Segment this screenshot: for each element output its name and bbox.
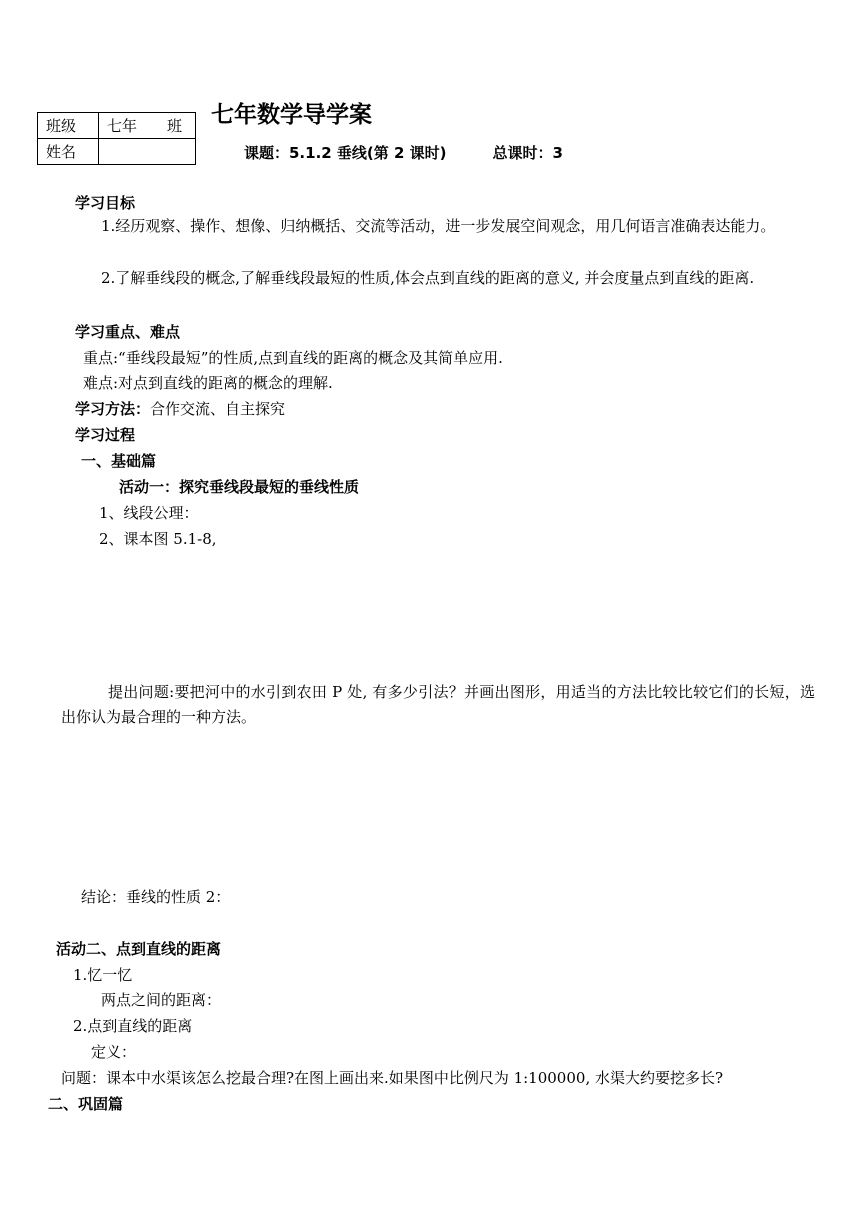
name-label: 姓名 (38, 139, 99, 165)
key-points-heading: 学习重点、难点 (75, 323, 181, 341)
activity2-item1: 1.忆一忆 (73, 966, 133, 984)
activity1-item1: 1、线段公理： (99, 504, 199, 522)
activity1-title: 活动一：探究垂线段最短的垂线性质 (119, 478, 360, 496)
activity1-question: 提出问题:要把河中的水引到农田 P 处, 有多少引法？并画出图形，用适当的方法比较比较它们的长短，选出你认为最合理的一种方法。 (61, 683, 815, 726)
student-info-table (37, 112, 196, 165)
activity1-conclusion: 结论：垂线的性质 2： (81, 888, 231, 906)
process-heading: 学习过程 (75, 426, 136, 444)
objective-1: 1.经历观察、操作、想像、归纳概括、交流等活动，进一步发展空间观念，用几何语言准确表达能力。 (101, 217, 776, 235)
activity2-question: 问题：课本中水渠该怎么挖最合理?在图上画出来.如果图中比例尺为 1:100000, 水渠大约要挖多长? (61, 1069, 724, 1087)
objective-2: 2.了解垂线段的概念,了解垂线段最短的性质,体会点到直线的距离的意义, 并会度量点到直线的距离. (101, 269, 755, 287)
activity2-item2: 2.点到直线的距离 (73, 1017, 193, 1035)
lesson-info (244, 144, 563, 163)
method-value: 合作交流、自主探究 (150, 400, 286, 418)
activity1-item2: 2、课本图 5.1-8, (99, 530, 217, 548)
lesson-topic: 课题：5.1.2 垂线(第 2 课时) (244, 144, 447, 162)
name-value (99, 139, 196, 165)
objectives-heading: 学习目标 (75, 194, 136, 212)
total-hours: 总课时：3 (492, 144, 563, 162)
focus-text: 重点:“垂线段最短”的性质,点到直线的距离的概念及其简单应用. (83, 349, 503, 367)
document-title: 七年数学导学案 (211, 102, 372, 128)
method-label: 学习方法： (75, 400, 151, 418)
class-label: 班级 (38, 113, 99, 139)
name-row (38, 139, 196, 165)
difficulty-text: 难点:对点到直线的距离的概念的理解. (83, 374, 333, 392)
activity2-item1-sub: 两点之间的距离： (101, 991, 222, 1009)
activity2-title: 活动二、点到直线的距离 (56, 940, 222, 958)
activity2-item2-sub: 定义： (91, 1043, 137, 1061)
part2-heading: 二、巩固篇 (48, 1095, 124, 1113)
part1-heading: 一、基础篇 (81, 452, 157, 470)
class-value: 七年 班 (99, 113, 196, 139)
method-line (75, 400, 285, 419)
class-row (38, 113, 196, 139)
